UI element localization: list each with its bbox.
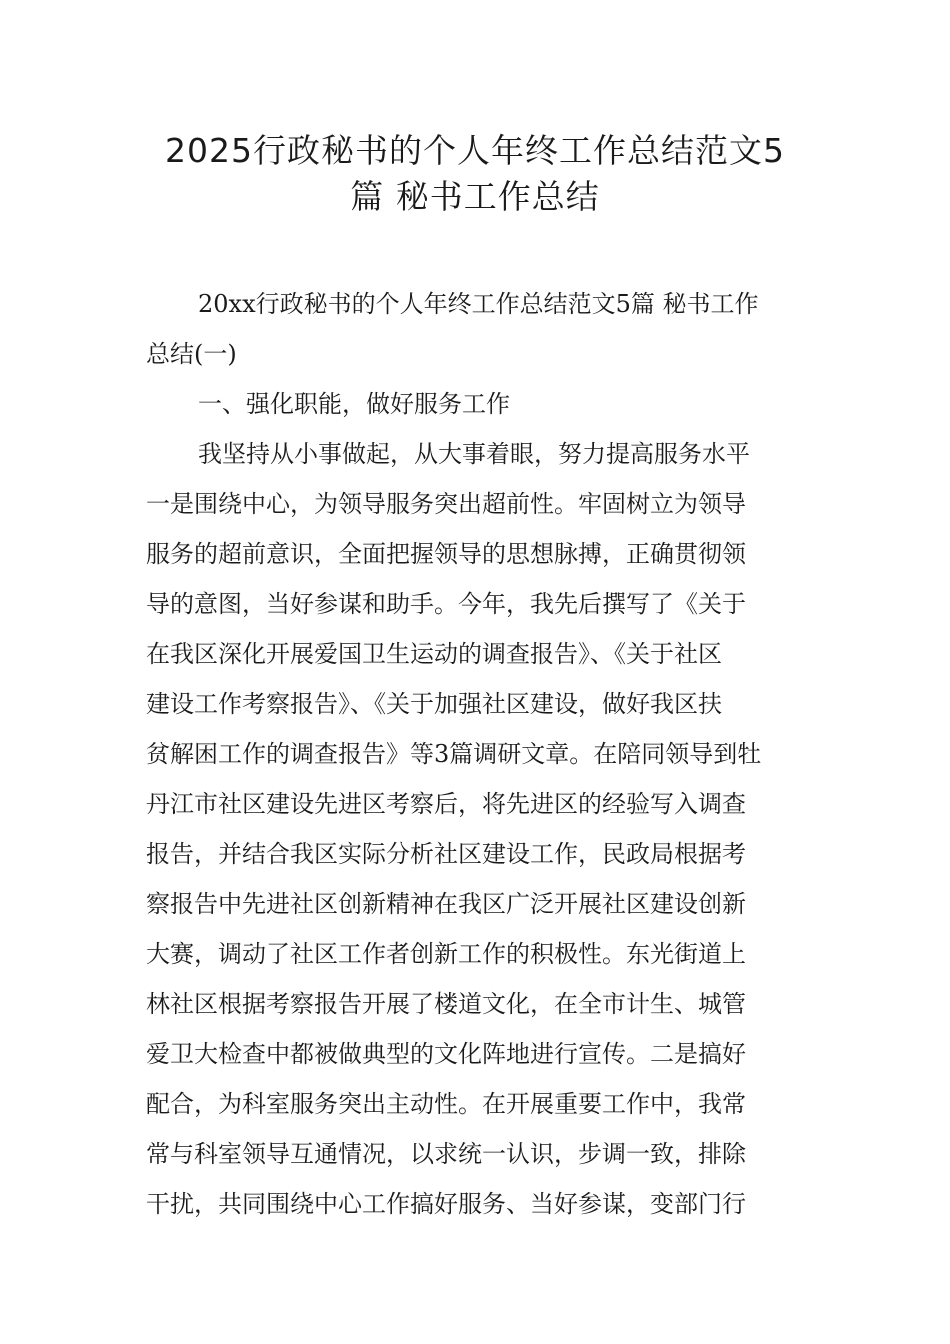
text-line: 常与科室领导互通情况，以求统一认识，步调一致，排除 [146, 1140, 746, 1168]
text-line: 导的意图，当好参谋和助手。今年，我先后撰写了《关于 [146, 590, 746, 618]
text-line: 报告，并结合我区实际分析社区建设工作，民政局根据考 [146, 840, 746, 868]
text-line: 在我区深化开展爱国卫生运动的调查报告》、《关于社区 [146, 640, 722, 668]
text-line: 20xx行政秘书的个人年终工作总结范文5篇 秘书工作 [198, 290, 759, 318]
text-line: 爱卫大检查中都被做典型的文化阵地进行宣传。二是搞好 [146, 1040, 746, 1068]
document-body [146, 279, 806, 1229]
text-line: 林社区根据考察报告开展了楼道文化，在全市计生、城管 [146, 990, 746, 1018]
title-line-1: 2025行政秘书的个人年终工作总结范文5 [165, 131, 785, 170]
text-line: 配合，为科室服务突出主动性。在开展重要工作中，我常 [146, 1090, 746, 1118]
text-line: 贫解困工作的调查报告》等3篇调研文章。在陪同领导到牡 [146, 740, 762, 768]
section-heading: 一、强化职能，做好服务工作 [198, 390, 510, 418]
text-line: 服务的超前意识，全面把握领导的思想脉搏，正确贯彻领 [146, 540, 746, 568]
title-line-2: 篇 秘书工作总结 [350, 177, 600, 216]
text-line: 我坚持从小事做起，从大事着眼，努力提高服务水平 [198, 440, 750, 468]
text-line: 建设工作考察报告》、《关于加强社区建设，做好我区扶 [146, 690, 722, 718]
document-title [120, 128, 830, 220]
text-line: 大赛，调动了社区工作者创新工作的积极性。东光街道上 [146, 940, 746, 968]
text-line: 干扰，共同围绕中心工作搞好服务、当好参谋，变部门行 [146, 1190, 746, 1218]
text-line: 一是围绕中心，为领导服务突出超前性。牢固树立为领导 [146, 490, 746, 518]
text-line: 总结(一) [146, 340, 237, 368]
text-line: 察报告中先进社区创新精神在我区广泛开展社区建设创新 [146, 890, 746, 918]
text-line: 丹江市社区建设先进区考察后，将先进区的经验写入调查 [146, 790, 746, 818]
